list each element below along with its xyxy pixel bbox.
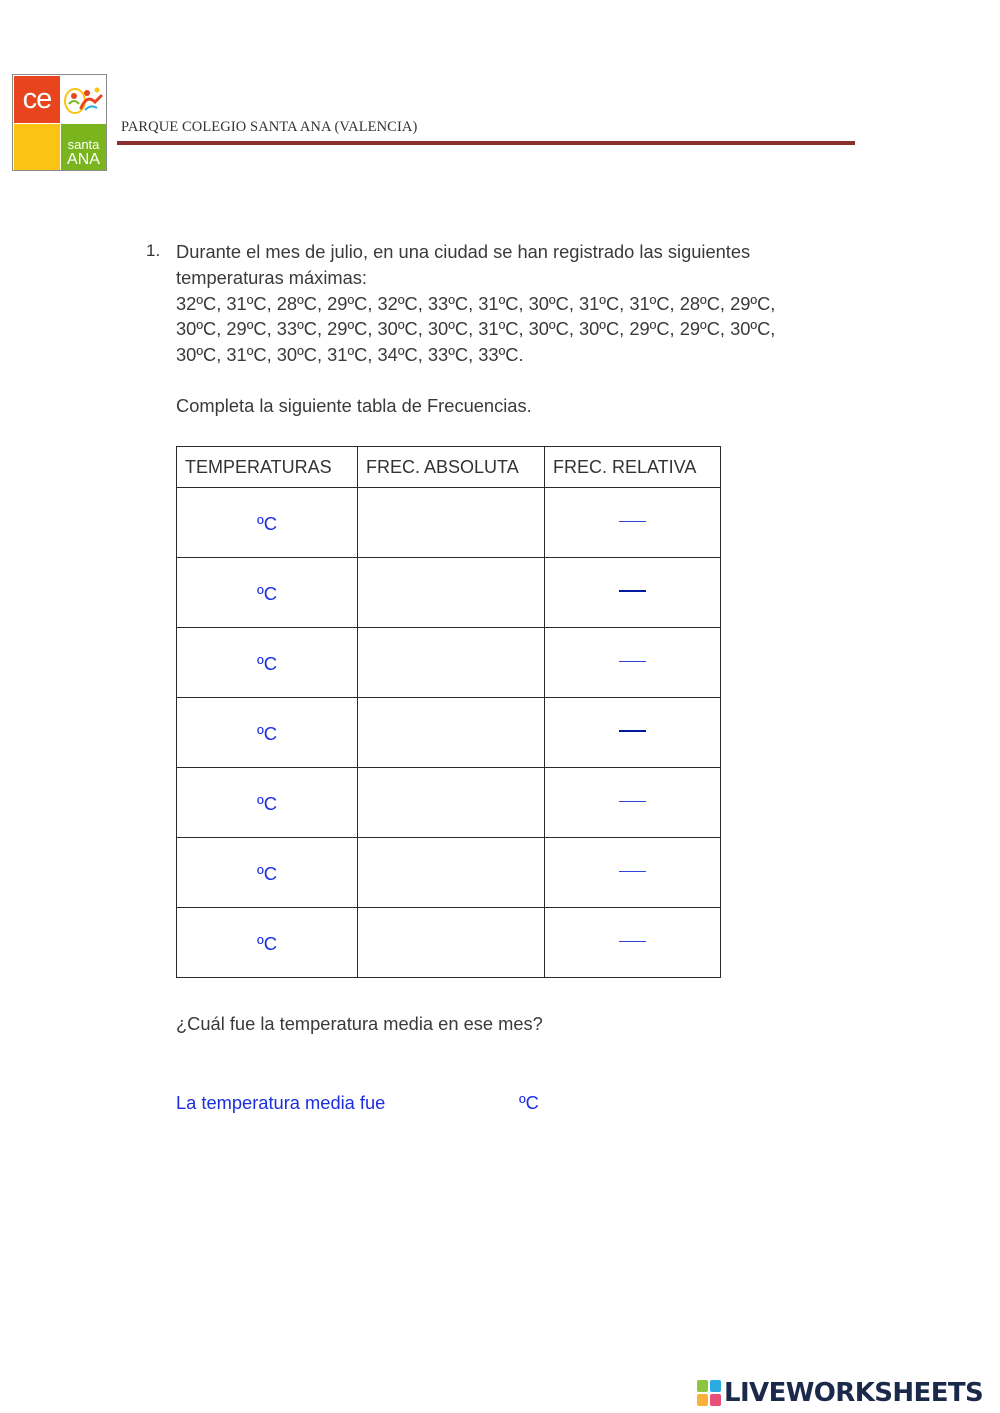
logo-emblem: [61, 76, 106, 123]
logo-yellow-block: [14, 124, 60, 170]
relative-frequency-input[interactable]: [545, 628, 721, 698]
logo-ce-block: [14, 76, 60, 123]
temperature-input-cell[interactable]: [177, 488, 358, 558]
exercise-number: 1.: [146, 241, 161, 260]
relative-frequency-input[interactable]: [545, 558, 721, 628]
table-header-row: [177, 447, 721, 488]
mean-temperature-unit: ºC: [519, 1092, 539, 1113]
mean-temperature-input[interactable]: [410, 1088, 510, 1116]
temperature-input-cell[interactable]: [177, 768, 358, 838]
instruction-text: Completa la siguiente tabla de Frecuencias.: [176, 395, 532, 416]
fraction-bar: [619, 590, 646, 592]
relative-frequency-input[interactable]: [545, 838, 721, 908]
table-row: [177, 488, 721, 558]
celsius-unit: ºC: [256, 932, 278, 954]
header-absolute-frequency: FREC. ABSOLUTA: [358, 447, 545, 488]
statement-line: Durante el mes de julio, en una ciudad se han registrado las siguientes: [176, 241, 751, 262]
relative-frequency-input[interactable]: [545, 768, 721, 838]
fraction-bar: [619, 871, 646, 872]
temperature-input-cell[interactable]: [177, 628, 358, 698]
liveworksheets-brand[interactable]: [697, 1377, 983, 1409]
logo-emblem-icon: [61, 76, 106, 123]
relative-frequency-input[interactable]: [545, 698, 721, 768]
header-divider: [117, 141, 855, 145]
fraction-bar: [619, 730, 646, 732]
statement-line: temperaturas máximas:: [176, 266, 367, 288]
mean-temperature-question: ¿Cuál fue la temperatura media en ese mes?: [176, 1013, 543, 1034]
celsius-unit: ºC: [256, 652, 278, 674]
exercise-statement: [176, 239, 856, 368]
celsius-unit: ºC: [256, 722, 278, 744]
absolute-frequency-input[interactable]: [358, 698, 545, 768]
table-row: [177, 558, 721, 628]
table-row: [177, 628, 721, 698]
table-row: [177, 768, 721, 838]
fraction-bar: [619, 661, 646, 662]
logo-ana-text: ANA: [67, 151, 100, 168]
celsius-unit: ºC: [256, 512, 278, 534]
temperature-data-line: 32ºC, 31ºC, 28ºC, 29ºC, 32ºC, 33ºC, 31ºC, 30ºC, 31ºC, 31ºC, 28ºC, 29ºC,: [176, 292, 776, 314]
logo-santa-text: santa: [67, 137, 100, 152]
header-temperatures: TEMPERATURAS: [177, 447, 358, 488]
relative-frequency-input[interactable]: [545, 908, 721, 978]
celsius-unit: ºC: [256, 792, 278, 814]
absolute-frequency-input[interactable]: [358, 838, 545, 908]
table-row: [177, 908, 721, 978]
temperature-input-cell[interactable]: [177, 558, 358, 628]
fraction-bar: [619, 941, 646, 942]
school-name: PARQUE COLEGIO SANTA ANA (VALENCIA): [121, 119, 418, 135]
temperature-input-cell[interactable]: [177, 698, 358, 768]
relative-frequency-input[interactable]: [545, 488, 721, 558]
table-row: [177, 838, 721, 908]
temperature-input-cell[interactable]: [177, 838, 358, 908]
absolute-frequency-input[interactable]: [358, 488, 545, 558]
logo-ce-text: ce: [22, 83, 52, 115]
mean-temperature-label: La temperatura media fue: [176, 1092, 386, 1113]
liveworksheets-logo-icon: [697, 1380, 721, 1406]
frequency-table: [176, 446, 721, 978]
fraction-bar: [619, 521, 646, 522]
table-row: [177, 698, 721, 768]
liveworksheets-wordmark: LIVEWORKSHEETS: [724, 1378, 984, 1408]
celsius-unit: ºC: [256, 862, 278, 884]
absolute-frequency-input[interactable]: [358, 908, 545, 978]
temperature-input-cell[interactable]: [177, 908, 358, 978]
absolute-frequency-input[interactable]: [358, 768, 545, 838]
school-logo: [12, 74, 107, 171]
header-relative-frequency: FREC. RELATIVA: [545, 447, 721, 488]
fraction-bar: [619, 801, 646, 802]
celsius-unit: ºC: [256, 582, 278, 604]
logo-santa-ana-block: [61, 124, 106, 170]
temperature-data-line: 30ºC, 29ºC, 33ºC, 29ºC, 30ºC, 30ºC, 31ºC, 30ºC, 30ºC, 29ºC, 29ºC, 30ºC,: [176, 318, 776, 340]
absolute-frequency-input[interactable]: [358, 558, 545, 628]
temperature-data-line: 30ºC, 31ºC, 30ºC, 31ºC, 34ºC, 33ºC, 33ºC.: [176, 344, 524, 366]
absolute-frequency-input[interactable]: [358, 628, 545, 698]
